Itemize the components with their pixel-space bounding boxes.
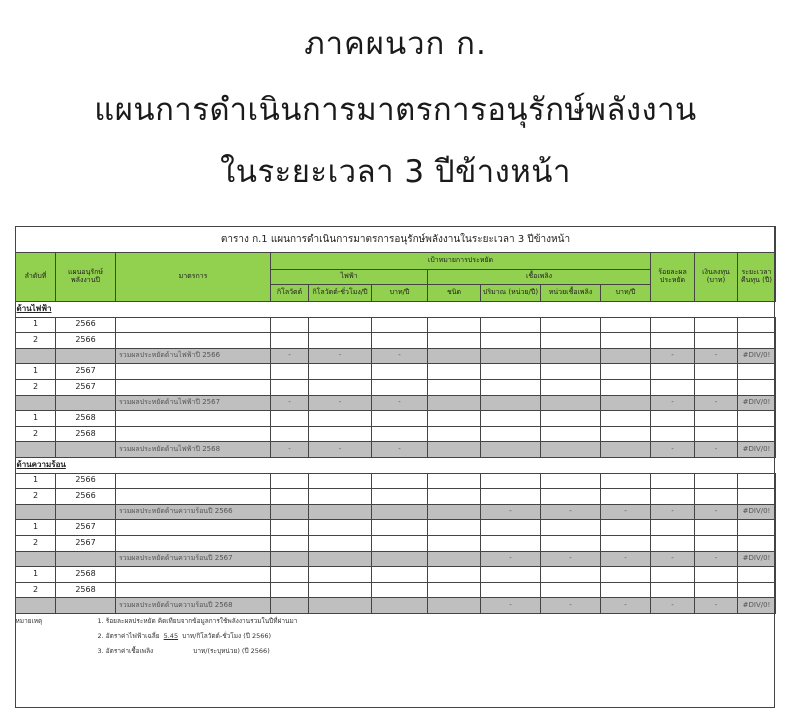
empty-cell	[309, 598, 372, 614]
empty-cell	[16, 442, 56, 458]
empty-cell	[541, 473, 601, 489]
dash-cell: -	[695, 348, 738, 364]
empty-cell	[601, 582, 651, 598]
empty-cell	[738, 473, 776, 489]
empty-cell	[271, 426, 309, 442]
empty-cell	[372, 489, 428, 505]
subtotal-row	[16, 598, 776, 614]
empty-cell	[428, 551, 481, 567]
header-fuel-type: ชนิด	[428, 285, 481, 302]
row-year: 2568	[56, 582, 116, 598]
payback-div0: #DIV/0!	[738, 598, 776, 614]
empty-cell	[481, 567, 541, 583]
empty-cell	[738, 520, 776, 536]
empty-cell	[428, 489, 481, 505]
row-number: 1	[16, 364, 56, 380]
empty-cell	[695, 333, 738, 349]
empty-cell	[56, 348, 116, 364]
empty-cell	[601, 348, 651, 364]
subtotal-label: รวมผลประหยัดด้านความร้อนปี 2566	[116, 504, 271, 520]
table-row	[16, 379, 776, 395]
table-row	[16, 411, 776, 427]
empty-cell	[651, 426, 695, 442]
empty-cell	[738, 333, 776, 349]
empty-cell	[428, 520, 481, 536]
dash-cell: -	[601, 551, 651, 567]
empty-cell	[428, 379, 481, 395]
empty-cell	[541, 567, 601, 583]
header-kwh: กิโลวัตต์-ชั่วโมง/ปี	[309, 285, 372, 302]
empty-cell	[651, 364, 695, 380]
empty-cell	[56, 442, 116, 458]
section-title: ด้านไฟฟ้า	[16, 303, 52, 313]
row-year: 2568	[56, 411, 116, 427]
dash-cell: -	[651, 504, 695, 520]
header-payback: ระยะเวลาคืนทุน (ปี)	[738, 253, 776, 302]
empty-cell	[481, 473, 541, 489]
empty-cell	[372, 504, 428, 520]
empty-cell	[271, 535, 309, 551]
dash-cell: -	[651, 598, 695, 614]
empty-cell	[428, 473, 481, 489]
empty-cell	[738, 379, 776, 395]
dash-cell: -	[695, 395, 738, 411]
row-number: 1	[16, 567, 56, 583]
section-title: ด้านความร้อน	[16, 459, 66, 469]
empty-cell	[651, 379, 695, 395]
empty-cell	[372, 535, 428, 551]
empty-cell	[481, 535, 541, 551]
empty-cell	[309, 582, 372, 598]
empty-cell	[601, 567, 651, 583]
row-number: 2	[16, 379, 56, 395]
empty-cell	[541, 379, 601, 395]
empty-cell	[541, 333, 601, 349]
empty-cell	[271, 582, 309, 598]
payback-div0: #DIV/0!	[738, 348, 776, 364]
empty-cell	[481, 411, 541, 427]
row-year: 2566	[56, 317, 116, 333]
empty-cell	[601, 442, 651, 458]
note-2-post: บาท/กิโลวัตต์-ชั่วโมง (ปี 2566)	[182, 631, 272, 640]
dash-cell: -	[695, 504, 738, 520]
empty-cell	[116, 489, 271, 505]
subtotal-label: รวมผลประหยัดด้านความร้อนปี 2567	[116, 551, 271, 567]
empty-cell	[428, 598, 481, 614]
empty-cell	[541, 317, 601, 333]
dash-cell: -	[541, 551, 601, 567]
empty-cell	[271, 379, 309, 395]
note-2	[56, 629, 776, 644]
empty-cell	[372, 582, 428, 598]
empty-cell	[541, 395, 601, 411]
dash-cell: -	[651, 442, 695, 458]
dash-cell: -	[601, 504, 651, 520]
row-year: 2566	[56, 333, 116, 349]
note-row	[16, 644, 776, 659]
payback-div0: #DIV/0!	[738, 551, 776, 567]
section-row	[16, 457, 776, 473]
empty-cell	[481, 364, 541, 380]
empty-cell	[481, 426, 541, 442]
empty-cell	[481, 333, 541, 349]
header-fuel: เชื้อเพลิง	[428, 270, 651, 285]
empty-cell	[541, 520, 601, 536]
empty-cell	[541, 426, 601, 442]
empty-cell	[601, 535, 651, 551]
note-3-pre: 3. อัตราค่าเชื้อเพลิง	[97, 646, 154, 655]
empty-cell	[116, 426, 271, 442]
table-row	[16, 582, 776, 598]
empty-cell	[372, 364, 428, 380]
table-row	[16, 489, 776, 505]
empty-cell	[116, 411, 271, 427]
dash-cell: -	[695, 598, 738, 614]
empty-cell	[695, 535, 738, 551]
row-year: 2567	[56, 379, 116, 395]
empty-cell	[601, 426, 651, 442]
empty-cell	[651, 473, 695, 489]
table-row	[16, 426, 776, 442]
subtotal-row	[16, 551, 776, 567]
row-year: 2567	[56, 535, 116, 551]
empty-cell	[428, 567, 481, 583]
empty-cell	[651, 317, 695, 333]
empty-cell	[601, 333, 651, 349]
energy-plan-table	[15, 226, 776, 659]
row-year: 2567	[56, 364, 116, 380]
empty-cell	[738, 411, 776, 427]
empty-cell	[541, 442, 601, 458]
note-1: 1. ร้อยละผลประหยัด คิดเทียบจากข้อมูลการใช้พลังงานรวมในปีที่ผ่านมา	[97, 616, 298, 625]
dash-cell: -	[651, 395, 695, 411]
note-3	[56, 644, 776, 659]
empty-cell	[601, 473, 651, 489]
table-caption: ตาราง ก.1 แผนการดำเนินการมาตรการอนุรักษ์พลังงานในระยะเวลา 3 ปีข้างหน้า	[16, 227, 776, 253]
dash-cell: -	[372, 442, 428, 458]
empty-cell	[116, 379, 271, 395]
row-number: 2	[16, 333, 56, 349]
empty-cell	[271, 317, 309, 333]
empty-cell	[116, 317, 271, 333]
empty-cell	[738, 582, 776, 598]
empty-cell	[116, 364, 271, 380]
header-no: ลำดับที่	[16, 253, 56, 302]
header-measure: มาตรการ	[116, 253, 271, 302]
dash-cell: -	[695, 442, 738, 458]
subtotal-row	[16, 442, 776, 458]
empty-cell	[738, 426, 776, 442]
dash-cell: -	[309, 442, 372, 458]
row-year: 2568	[56, 426, 116, 442]
empty-cell	[601, 411, 651, 427]
empty-cell	[428, 504, 481, 520]
empty-cell	[651, 411, 695, 427]
subtotal-label: รวมผลประหยัดด้านไฟฟ้าปี 2566	[116, 348, 271, 364]
empty-cell	[601, 489, 651, 505]
empty-cell	[16, 504, 56, 520]
subtotal-label: รวมผลประหยัดด้านไฟฟ้าปี 2567	[116, 395, 271, 411]
empty-cell	[271, 551, 309, 567]
empty-cell	[372, 551, 428, 567]
empty-cell	[428, 364, 481, 380]
empty-cell	[372, 567, 428, 583]
notes-label: หมายเหตุ	[15, 616, 43, 625]
empty-cell	[481, 317, 541, 333]
dash-cell: -	[651, 551, 695, 567]
header-investment: เงินลงทุน (บาท)	[695, 253, 738, 302]
empty-cell	[601, 395, 651, 411]
header-elec-baht: บาท/ปี	[372, 285, 428, 302]
dash-cell: -	[541, 504, 601, 520]
empty-cell	[309, 504, 372, 520]
empty-cell	[481, 582, 541, 598]
empty-cell	[271, 333, 309, 349]
empty-cell	[601, 520, 651, 536]
empty-cell	[372, 379, 428, 395]
empty-cell	[116, 333, 271, 349]
empty-cell	[695, 364, 738, 380]
empty-cell	[651, 535, 695, 551]
table-row	[16, 317, 776, 333]
subtotal-row	[16, 395, 776, 411]
empty-cell	[372, 426, 428, 442]
empty-cell	[116, 582, 271, 598]
dash-cell: -	[651, 348, 695, 364]
empty-cell	[695, 411, 738, 427]
header-fuel-baht: บาท/ปี	[601, 285, 651, 302]
empty-cell	[738, 317, 776, 333]
empty-cell	[695, 426, 738, 442]
row-number: 2	[16, 426, 56, 442]
empty-cell	[481, 489, 541, 505]
row-number: 2	[16, 535, 56, 551]
empty-cell	[651, 333, 695, 349]
empty-cell	[651, 567, 695, 583]
empty-cell	[56, 504, 116, 520]
row-number: 1	[16, 473, 56, 489]
empty-cell	[309, 426, 372, 442]
empty-cell	[738, 567, 776, 583]
empty-cell	[16, 348, 56, 364]
table-row	[16, 473, 776, 489]
table-row	[16, 535, 776, 551]
empty-cell	[651, 520, 695, 536]
row-number: 2	[16, 489, 56, 505]
empty-cell	[309, 379, 372, 395]
row-number: 2	[16, 582, 56, 598]
empty-cell	[541, 535, 601, 551]
dash-cell: -	[271, 348, 309, 364]
empty-cell	[695, 567, 738, 583]
empty-cell	[695, 317, 738, 333]
empty-cell	[56, 598, 116, 614]
empty-cell	[601, 364, 651, 380]
row-year: 2568	[56, 567, 116, 583]
dash-cell: -	[372, 348, 428, 364]
header-percent: ร้อยละผลประหยัด	[651, 253, 695, 302]
empty-cell	[16, 551, 56, 567]
empty-cell	[372, 473, 428, 489]
header-plan-year: แผนอนุรักษ์พลังงานปี	[56, 253, 116, 302]
empty-cell	[16, 598, 56, 614]
row-number: 1	[16, 411, 56, 427]
empty-cell	[271, 489, 309, 505]
empty-cell	[116, 473, 271, 489]
dash-cell: -	[372, 395, 428, 411]
empty-cell	[428, 442, 481, 458]
subtotal-row	[16, 348, 776, 364]
empty-cell	[271, 504, 309, 520]
empty-cell	[428, 333, 481, 349]
payback-div0: #DIV/0!	[738, 504, 776, 520]
header-kw: กิโลวัตต์	[271, 285, 309, 302]
empty-cell	[601, 379, 651, 395]
empty-cell	[116, 535, 271, 551]
empty-cell	[428, 535, 481, 551]
header-fuel-mj: หน่วยเชื้อเพลิง	[541, 285, 601, 302]
empty-cell	[16, 395, 56, 411]
empty-cell	[372, 333, 428, 349]
empty-cell	[56, 551, 116, 567]
empty-cell	[428, 348, 481, 364]
empty-cell	[481, 442, 541, 458]
row-year: 2567	[56, 520, 116, 536]
empty-cell	[481, 395, 541, 411]
empty-cell	[16, 629, 56, 644]
empty-cell	[695, 473, 738, 489]
dash-cell: -	[695, 551, 738, 567]
empty-cell	[601, 317, 651, 333]
electricity-rate-value: 5.45	[163, 631, 179, 640]
empty-cell	[481, 348, 541, 364]
subtotal-label: รวมผลประหยัดด้านไฟฟ้าปี 2568	[116, 442, 271, 458]
empty-cell	[651, 582, 695, 598]
subtotal-label: รวมผลประหยัดด้านความร้อนปี 2568	[116, 598, 271, 614]
note-row	[16, 613, 776, 629]
empty-cell	[481, 379, 541, 395]
note-row	[16, 629, 776, 644]
plan-title: แผนการดำเนินการมาตรการอนุรักษ์พลังงาน	[94, 92, 697, 128]
empty-cell	[695, 520, 738, 536]
header-fuel-qty: ปริมาณ (หน่วย/ปี)	[481, 285, 541, 302]
dash-cell: -	[271, 395, 309, 411]
empty-cell	[428, 317, 481, 333]
empty-cell	[116, 567, 271, 583]
empty-cell	[541, 348, 601, 364]
empty-cell	[271, 364, 309, 380]
dash-cell: -	[271, 442, 309, 458]
dash-cell: -	[481, 551, 541, 567]
empty-cell	[271, 411, 309, 427]
empty-cell	[738, 364, 776, 380]
empty-cell	[271, 598, 309, 614]
row-year: 2566	[56, 473, 116, 489]
empty-cell	[428, 582, 481, 598]
empty-cell	[372, 317, 428, 333]
empty-cell	[271, 473, 309, 489]
empty-cell	[309, 520, 372, 536]
empty-cell	[309, 473, 372, 489]
empty-cell	[541, 582, 601, 598]
dash-cell: -	[601, 598, 651, 614]
empty-cell	[309, 551, 372, 567]
dash-cell: -	[481, 598, 541, 614]
empty-cell	[372, 598, 428, 614]
payback-div0: #DIV/0!	[738, 442, 776, 458]
empty-cell	[738, 535, 776, 551]
empty-cell	[271, 567, 309, 583]
empty-cell	[372, 520, 428, 536]
empty-cell	[16, 644, 56, 659]
dash-cell: -	[481, 504, 541, 520]
header-electricity: ไฟฟ้า	[271, 270, 428, 285]
dash-cell: -	[309, 348, 372, 364]
header-target: เป้าหมายการประหยัด	[271, 253, 651, 270]
row-year: 2566	[56, 489, 116, 505]
empty-cell	[116, 520, 271, 536]
empty-cell	[309, 317, 372, 333]
empty-cell	[541, 411, 601, 427]
empty-cell	[309, 364, 372, 380]
empty-cell	[309, 411, 372, 427]
subtotal-row	[16, 504, 776, 520]
table-row	[16, 567, 776, 583]
dash-cell: -	[541, 598, 601, 614]
table-row	[16, 333, 776, 349]
empty-cell	[428, 426, 481, 442]
empty-cell	[695, 582, 738, 598]
empty-cell	[481, 520, 541, 536]
payback-div0: #DIV/0!	[738, 395, 776, 411]
empty-cell	[271, 520, 309, 536]
empty-cell	[372, 411, 428, 427]
empty-cell	[738, 489, 776, 505]
table-row	[16, 364, 776, 380]
empty-cell	[695, 379, 738, 395]
dash-cell: -	[309, 395, 372, 411]
empty-cell	[309, 333, 372, 349]
section-row	[16, 302, 776, 318]
empty-cell	[651, 489, 695, 505]
empty-cell	[541, 364, 601, 380]
table-row	[16, 520, 776, 536]
empty-cell	[541, 489, 601, 505]
empty-cell	[56, 395, 116, 411]
row-number: 1	[16, 520, 56, 536]
plan-subtitle: ในระยะเวลา 3 ปีข้างหน้า	[220, 154, 571, 190]
empty-cell	[695, 489, 738, 505]
empty-cell	[309, 567, 372, 583]
empty-cell	[309, 489, 372, 505]
empty-cell	[428, 395, 481, 411]
note-3-post: บาท/(ระบุหน่วย) (ปี 2566)	[193, 646, 270, 655]
empty-cell	[309, 535, 372, 551]
row-number: 1	[16, 317, 56, 333]
empty-cell	[428, 411, 481, 427]
appendix-title: ภาคผนวก ก.	[304, 26, 487, 62]
note-2-pre: 2. อัตราค่าไฟฟ้าเฉลี่ย	[97, 631, 160, 640]
